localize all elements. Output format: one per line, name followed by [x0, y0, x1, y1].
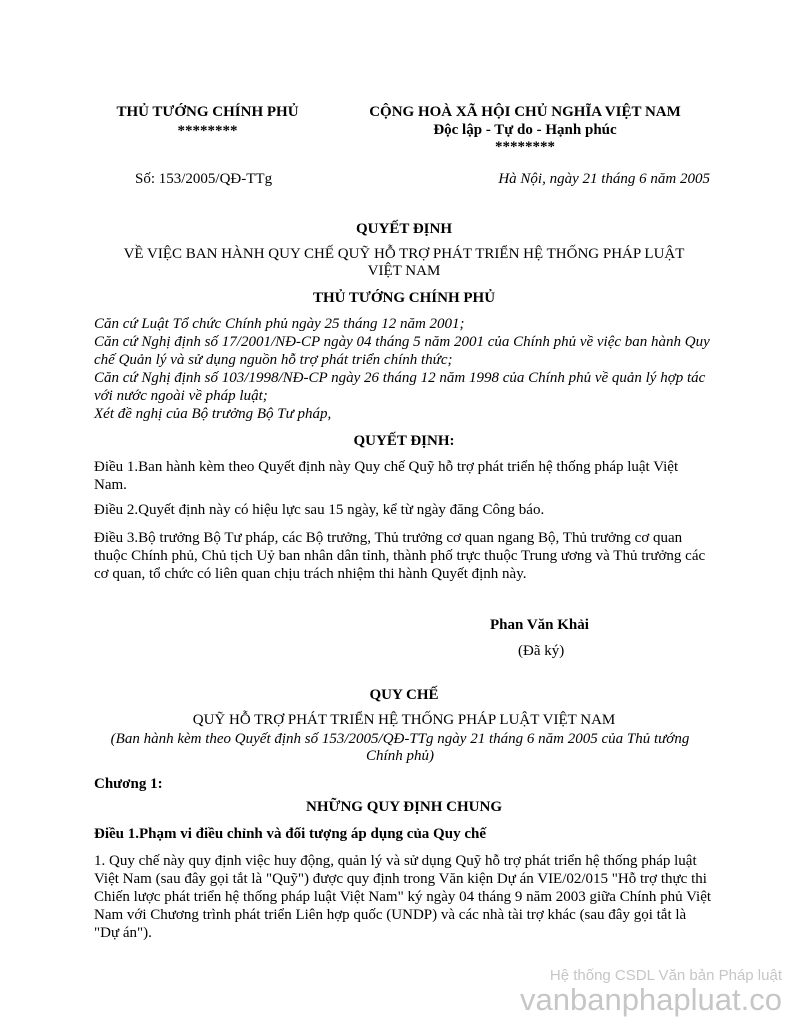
national-title: CỘNG HOÀ XÃ HỘI CHỦ NGHĨA VIỆT NAM	[369, 104, 681, 120]
regulation-issued-line1: (Ban hành kèm theo Quyết định số 153/2005/QĐ-TTg ngày 21 tháng 6 năm 2005 của Thủ tướng	[110, 731, 690, 747]
regulation-issued-line2: Chính phủ)	[366, 748, 434, 764]
signed-note: (Đã ký)	[518, 643, 565, 659]
decides-heading: QUYẾT ĐỊNH:	[353, 433, 455, 449]
decision-subject-line2: VIỆT NAM	[367, 263, 441, 279]
place-date: Hà Nội, ngày 21 tháng 6 năm 2005	[498, 171, 710, 187]
decision-subject-line1: VỀ VIỆC BAN HÀNH QUY CHẾ QUỸ HỖ TRỢ PHÁT TRIỂN HỆ THỐNG PHÁP LUẬT	[123, 246, 685, 262]
signer-name: Phan Văn Khải	[490, 617, 589, 633]
regulation-subject: QUỸ HỖ TRỢ PHÁT TRIỂN HỆ THỐNG PHÁP LUẬT VIỆT NAM	[192, 712, 616, 728]
national-stars: ********	[495, 139, 555, 155]
regulation-title: QUY CHẾ	[369, 687, 439, 703]
decision-article-3: Điều 3.Bộ trưởng Bộ Tư pháp, các Bộ trưởng, Thủ trưởng cơ quan ngang Bộ, Thủ trưởng cơ quan thuộc Chính phủ, Chủ tịch Uỷ ban nhân dân tỉnh, thành phố trực thuộc Trung ương và Thủ trưởng các cơ quan, tổ chức có liên quan chịu trách nhiệm thi hành Quyết định này.	[94, 530, 706, 582]
issuer-name: THỦ TƯỚNG CHÍNH PHỦ	[116, 104, 299, 120]
chapter-label: Chương 1:	[94, 776, 163, 792]
chapter-title: NHỮNG QUY ĐỊNH CHUNG	[306, 799, 502, 815]
article-1-title: Điều 1.Phạm vi điều chỉnh và đối tượng áp dụng của Quy chế	[94, 826, 486, 842]
article-1-paragraph-1: 1. Quy chế này quy định việc huy động, quản lý và sử dụng Quỹ hỗ trợ phát triển hệ thống pháp luật Việt Nam (sau đây gọi tắt là "Quỹ") được quy định trong Văn kiện Dự án VIE/02/015 "Hỗ trợ thực thi Chiến lược phát triển hệ thống pháp luật Việt Nam" ký ngày 04 tháng 9 năm 2003 giữa Chính phủ Việt Nam với Chương trình phát triển Liên hợp quốc (UNDP) và các nhà tài trợ khác (sau đây gọi tắt là "Dự án").	[94, 853, 712, 941]
watermark-site: vanbanphapluat.co	[519, 982, 782, 1017]
legal-basis-1: Căn cứ Luật Tổ chức Chính phủ ngày 25 tháng 12 năm 2001;	[94, 316, 465, 332]
national-motto: Độc lập - Tự do - Hạnh phúc	[433, 122, 617, 138]
legal-basis-4: Xét đề nghị của Bộ trưởng Bộ Tư pháp,	[94, 406, 332, 422]
decision-title: QUYẾT ĐỊNH	[356, 221, 452, 237]
watermark-system: Hệ thống CSDL Văn bản Pháp luật	[549, 967, 782, 984]
legal-basis-2: Căn cứ Nghị định số 17/2001/NĐ-CP ngày 04 tháng 5 năm 2001 của Chính phủ về việc ban hành Quy chế Quản lý và sử dụng nguồn hỗ trợ phát triển chính thức;	[94, 334, 710, 368]
decision-article-1: Điều 1.Ban hành kèm theo Quyết định này Quy chế Quỹ hỗ trợ phát triển hệ thống pháp luật Việt Nam.	[94, 459, 679, 493]
decision-authority: THỦ TƯỚNG CHÍNH PHỦ	[312, 290, 496, 306]
legal-basis-3: Căn cứ Nghị định số 103/1998/NĐ-CP ngày 26 tháng 12 năm 1998 của Chính phủ về quản lý hợp tác với nước ngoài về pháp luật;	[94, 370, 706, 404]
document-number: Số: 153/2005/QĐ-TTg	[135, 171, 273, 187]
decision-article-2: Điều 2.Quyết định này có hiệu lực sau 15 ngày, kể từ ngày đăng Công báo.	[94, 502, 545, 518]
issuer-stars: ********	[177, 123, 238, 139]
